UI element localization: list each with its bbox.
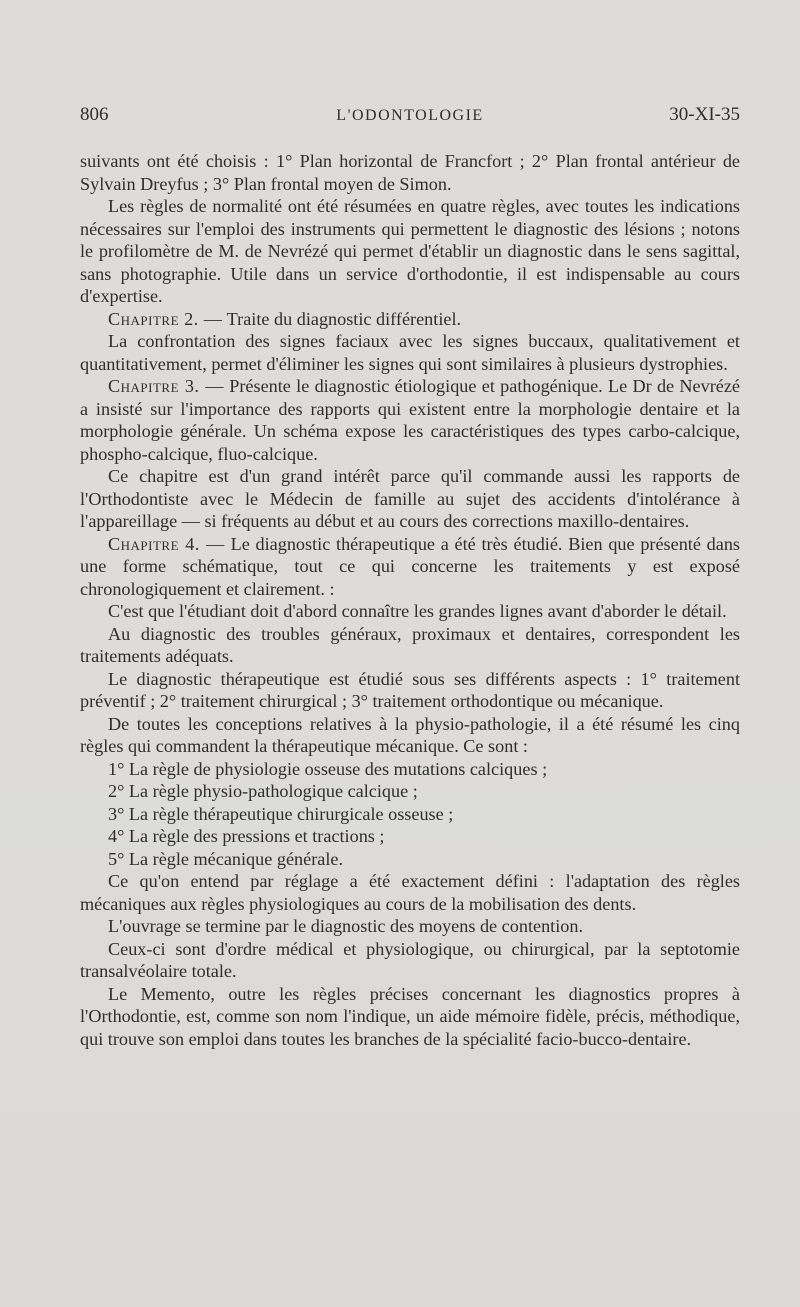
rule-item: 5° La règle mécanique générale.: [108, 848, 343, 869]
chapter-text: Présente le diagnostic étiologique et pathogénique. Le Dr de Nevrézé a insisté sur l'importance des rapports qui existent entre la morphologie dentaire et la morphologie générale. Un schéma expose les caractéristiques des types carbo-calcique, phospho-calcique, fluo-calcique.: [80, 376, 740, 464]
chapter-label: Chapitre 4. —: [108, 533, 225, 554]
running-header: [80, 104, 740, 134]
rule-item: 3° La règle thérapeutique chirurgicale osseuse ;: [108, 803, 454, 824]
paragraph: Ce qu'on entend par réglage a été exactement défini : l'adaptation des règles mécaniques aux règles physiologiques au cours de la mobilisation des dents.: [80, 871, 740, 914]
rule-item: 1° La règle de physiologie osseuse des mutations calciques ;: [108, 758, 548, 779]
rule-item: 4° La règle des pressions et tractions ;: [108, 826, 385, 846]
paragraph: L'ouvrage se termine par le diagnostic des moyens de contention.: [108, 916, 583, 936]
paragraph: Le Memento, outre les règles précises concernant les diagnostics propres à l'Orthodontie, est, comme son nom l'indique, un aide mémoire fidèle, précis, méthodique, qui trouve son emploi dans toutes les branches de la spécialité facio-bucco-dentaire.: [80, 983, 740, 1049]
page-number: 806: [80, 104, 109, 125]
chapter-label: Chapitre 2. —: [108, 308, 223, 329]
paragraph: suivants ont été choisis : 1° Plan horizontal de Francfort ; 2° Plan frontal antérieur de Sylvain Dreyfus ; 3° Plan frontal moyen de Simon.: [80, 151, 740, 194]
paragraph: La confrontation des signes faciaux avec les signes buccaux, qualitativement et quantitativement, permet d'éliminer les signes qui sont similaires à plusieurs dystrophies.: [80, 331, 740, 374]
paragraph: Au diagnostic des troubles généraux, proximaux et dentaires, correspondent les traitements adéquats.: [80, 623, 740, 666]
article-body: [80, 150, 740, 1050]
rule-item: 2° La règle physio-pathologique calcique ;: [108, 781, 418, 801]
issue-date: 30-XI-35: [669, 104, 740, 125]
chapter-text: Traite du diagnostic différentiel.: [226, 308, 462, 329]
chapter-text: Le diagnostic thérapeutique a été très étudié. Bien que présenté dans une forme schématique, tout ce qui concerne les traitements y est exposé chronologiquement et clairement. :: [80, 533, 740, 599]
paragraph: Les règles de normalité ont été résumées en quatre règles, avec toutes les indications nécessaires sur l'emploi des instruments qui permettent le diagnostic des lésions ; notons le profilomètre de M. de Nevrézé qui permet d'établir un diagnostic dans le sens sagittal, sans photographie. Utile dans un service d'orthodontie, il est indispensable au cours d'expertise.: [80, 196, 740, 306]
chapter-paragraph: [80, 533, 740, 601]
journal-title: L'ODONTOLOGIE: [336, 107, 484, 124]
chapter-paragraph: [80, 308, 740, 331]
paragraph: Ce chapitre est d'un grand intérêt parce qu'il commande aussi les rapports de l'Orthodontiste avec le Médecin de famille au sujet des accidents d'intolérance à l'appareillage — si fréquents au début et au cours des corrections maxillo-dentaires.: [80, 466, 740, 531]
paragraph: De toutes les conceptions relatives à la physio-pathologie, il a été résumé les cinq règles qui commandent la thérapeutique mécanique. Ce sont :: [80, 713, 740, 756]
chapter-paragraph: [80, 375, 740, 465]
paragraph: Le diagnostic thérapeutique est étudié sous ses différents aspects : 1° traitement préventif ; 2° traitement chirurgical ; 3° traitement orthodontique ou mécanique.: [80, 668, 740, 711]
paragraph: Ceux-ci sont d'ordre médical et physiologique, ou chirurgical, par la septotomie transalvéolaire totale.: [80, 938, 740, 981]
paragraph: C'est que l'étudiant doit d'abord connaître les grandes lignes avant d'aborder le détail.: [108, 601, 727, 621]
chapter-label: Chapitre 3. —: [108, 376, 224, 396]
